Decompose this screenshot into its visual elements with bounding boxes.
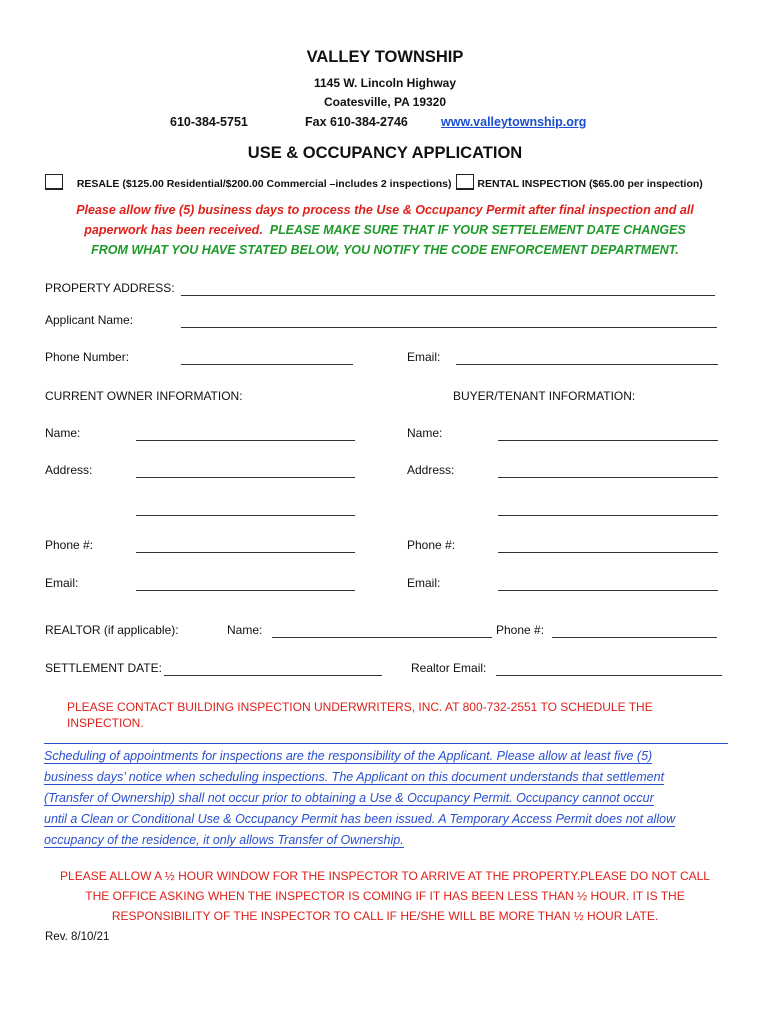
owner-address-line-2[interactable] xyxy=(136,515,355,516)
realtor-label: REALTOR (if applicable): xyxy=(45,623,179,637)
rental-label: RENTAL INSPECTION ($65.00 per inspection) xyxy=(477,178,703,190)
owner-email-label: Email: xyxy=(45,576,79,590)
scheduling-line-5: occupancy of the residence, it only allows Transfer of Ownership. xyxy=(44,833,404,847)
window-notice-line-2: THE OFFICE ASKING WHEN THE INSPECTOR IS COMING IF IT HAS BEEN LESS THAN ½ HOUR. IT IS THE xyxy=(85,889,685,903)
notice-line-2 xyxy=(40,220,730,240)
processing-notice xyxy=(40,200,730,260)
notice-red-text: paperwork has been received. xyxy=(84,223,263,237)
owner-phone-label: Phone #: xyxy=(45,538,94,552)
owner-name-line[interactable] xyxy=(136,440,355,441)
phone-number: 610-384-5751 xyxy=(170,115,248,129)
website-link[interactable]: www.valleytownship.org xyxy=(441,115,587,129)
window-notice-line-3: RESPONSIBILITY OF THE INSPECTOR TO CALL IF HE/SHE WILL BE MORE THAN ½ HOUR LATE. xyxy=(111,909,659,923)
current-owner-heading: CURRENT OWNER INFORMATION: xyxy=(45,389,243,403)
scheduling-line-2: business days’ notice when scheduling inspections. The Applicant on this document understands that settlement xyxy=(44,770,665,784)
realtor-name-label: Name: xyxy=(227,623,263,637)
rental-checkbox[interactable] xyxy=(456,174,474,190)
scheduling-line-4: until a Clean or Conditional Use & Occupancy Permit has been issued. A Temporary Access Permit does not allow xyxy=(44,812,676,826)
applicant-name-label: Applicant Name: xyxy=(45,313,134,327)
realtor-phone-label: Phone #: xyxy=(496,623,545,637)
property-address-label: PROPERTY ADDRESS: xyxy=(45,281,175,295)
realtor-email-line[interactable] xyxy=(496,675,722,676)
buyer-phone-line[interactable] xyxy=(498,552,718,553)
realtor-email-label: Realtor Email: xyxy=(411,661,487,675)
applicant-name-line[interactable] xyxy=(181,327,717,328)
owner-email-line[interactable] xyxy=(136,590,355,591)
realtor-name-line[interactable] xyxy=(272,637,492,638)
owner-address-line-1[interactable] xyxy=(136,477,355,478)
scheduling-top-rule xyxy=(44,743,728,744)
buyer-phone-label: Phone #: xyxy=(407,538,456,552)
window-notice-line-1: PLEASE ALLOW A ½ HOUR WINDOW FOR THE INSPECTOR TO ARRIVE AT THE PROPERTY.PLEASE DO NOT CALL xyxy=(60,869,710,883)
phone-number-line[interactable] xyxy=(181,364,353,365)
email-line[interactable] xyxy=(456,364,718,365)
street-address: 1145 W. Lincoln Highway xyxy=(313,76,457,90)
city-address: Coatesville, PA 19320 xyxy=(323,95,447,109)
form-title: USE & OCCUPANCY APPLICATION xyxy=(247,144,523,162)
scheduling-paragraph xyxy=(44,746,734,851)
fax-number: Fax 610-384-2746 xyxy=(305,115,408,129)
phone-number-label: Phone Number: xyxy=(45,350,130,364)
options-row xyxy=(45,174,703,190)
buyer-address-line-2[interactable] xyxy=(498,515,718,516)
township-title: VALLEY TOWNSHIP xyxy=(306,48,464,66)
resale-label: RESALE ($125.00 Residential/$200.00 Commercial –includes 2 inspections) xyxy=(76,178,452,190)
notice-line-3: FROM WHAT YOU HAVE STATED BELOW, YOU NOTIFY THE CODE ENFORCEMENT DEPARTMENT. xyxy=(91,243,679,257)
contact-notice-line-2: INSPECTION. xyxy=(67,716,144,730)
realtor-phone-line[interactable] xyxy=(552,637,717,638)
scheduling-line-1: Scheduling of appointments for inspections are the responsibility of the Applicant. Please allow at least five (5) xyxy=(44,749,653,763)
settlement-date-line[interactable] xyxy=(164,675,382,676)
buyer-address-line-1[interactable] xyxy=(498,477,718,478)
revision-date: Rev. 8/10/21 xyxy=(45,931,110,943)
notice-green-text: PLEASE MAKE SURE THAT IF YOUR SETTELEMENT DATE CHANGES xyxy=(269,223,686,237)
owner-name-label: Name: xyxy=(45,426,81,440)
email-label: Email: xyxy=(407,350,441,364)
property-address-line[interactable] xyxy=(181,295,715,296)
notice-line-1: Please allow five (5) business days to process the Use & Occupancy Permit after final inspection and all xyxy=(76,203,694,217)
buyer-tenant-heading: BUYER/TENANT INFORMATION: xyxy=(453,389,636,403)
settlement-date-label: SETTLEMENT DATE: xyxy=(45,661,162,675)
contact-notice xyxy=(67,699,653,731)
buyer-name-line[interactable] xyxy=(498,440,718,441)
owner-address-label: Address: xyxy=(45,463,93,477)
contact-notice-line-1: PLEASE CONTACT BUILDING INSPECTION UNDERWRITERS, INC. AT 800-732-2551 TO SCHEDULE THE xyxy=(67,700,653,714)
owner-phone-line[interactable] xyxy=(136,552,355,553)
buyer-email-line[interactable] xyxy=(498,590,718,591)
window-notice xyxy=(40,866,730,926)
resale-checkbox[interactable] xyxy=(45,174,63,190)
buyer-address-label: Address: xyxy=(407,463,455,477)
scheduling-line-3: (Transfer of Ownership) shall not occur prior to obtaining a Use & Occupancy Permit. Occupancy cannot occur xyxy=(44,791,654,805)
buyer-email-label: Email: xyxy=(407,576,441,590)
buyer-name-label: Name: xyxy=(407,426,443,440)
